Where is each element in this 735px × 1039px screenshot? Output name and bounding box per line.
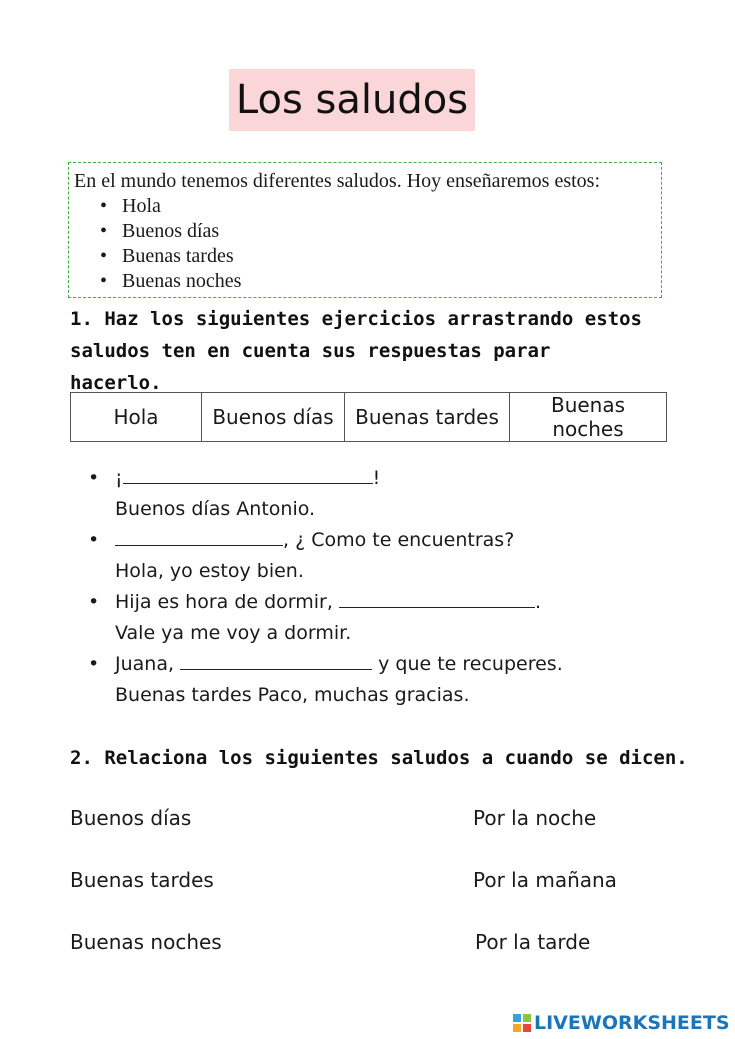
- exercise-item: • Juana, y que te recuperes. Buenas tardes Paco, muchas gracias.: [88, 649, 563, 711]
- liveworksheets-logo-text: LIVEWORKSHEETS: [534, 1012, 730, 1034]
- intro-list-item: • Hola: [100, 195, 161, 217]
- draggable-word-buenos-dias[interactable]: Buenos días: [202, 393, 345, 442]
- drop-blank[interactable]: [123, 463, 373, 484]
- match-right-item[interactable]: Por la mañana: [473, 868, 617, 892]
- exercise-reply: Buenas tardes Paco, muchas gracias.: [115, 684, 470, 706]
- match-left-item[interactable]: Buenos días: [70, 806, 192, 830]
- exercise-reply: Vale ya me voy a dormir.: [115, 622, 352, 644]
- title-banner: [229, 69, 475, 131]
- draggable-word-hola[interactable]: Hola: [71, 393, 202, 442]
- exercise-item: • ¡ ! Buenos días Antonio.: [88, 463, 563, 525]
- intro-list-item: • Buenos días: [100, 220, 220, 242]
- drop-blank[interactable]: [115, 525, 283, 546]
- match-left-item[interactable]: Buenas noches: [70, 930, 222, 954]
- intro-list-item: • Buenas tardes: [100, 245, 234, 267]
- page-title: Los saludos: [235, 77, 469, 123]
- draggable-word-buenas-tardes[interactable]: Buenas tardes: [345, 393, 510, 442]
- exercise-item: • Hija es hora de dormir, . Vale ya me voy a dormir.: [88, 587, 563, 649]
- drop-blank[interactable]: [180, 649, 372, 670]
- match-left-item[interactable]: Buenas tardes: [70, 868, 214, 892]
- exercise-reply: Buenos días Antonio.: [115, 498, 316, 520]
- exercise1-items: [88, 463, 563, 711]
- exercise2-heading: 2. Relaciona los siguientes saludos a cuando se dicen.: [70, 747, 688, 769]
- match-right-item[interactable]: Por la noche: [473, 806, 597, 830]
- word-bank: [70, 392, 667, 442]
- intro-list: [74, 194, 661, 294]
- draggable-word-buenas-noches[interactable]: Buenas noches: [510, 393, 667, 442]
- liveworksheets-logo: [513, 1012, 730, 1034]
- exercise-reply: Hola, yo estoy bien.: [115, 560, 304, 582]
- match-right-item[interactable]: Por la tarde: [475, 930, 591, 954]
- drop-blank[interactable]: [339, 587, 535, 608]
- liveworksheets-logo-icon: [513, 1014, 531, 1032]
- exercise1-heading: 1. Haz los siguientes ejercicios arrastrando estos saludos ten en cuenta sus respuestas parar hacerlo.: [70, 308, 642, 394]
- intro-text: En el mundo tenemos diferentes saludos. Hoy enseñaremos estos:: [74, 170, 600, 192]
- intro-box: [68, 162, 662, 298]
- intro-list-item: • Buenas noches: [100, 270, 242, 292]
- exercise-item: • , ¿ Como te encuentras? Hola, yo estoy bien.: [88, 525, 563, 587]
